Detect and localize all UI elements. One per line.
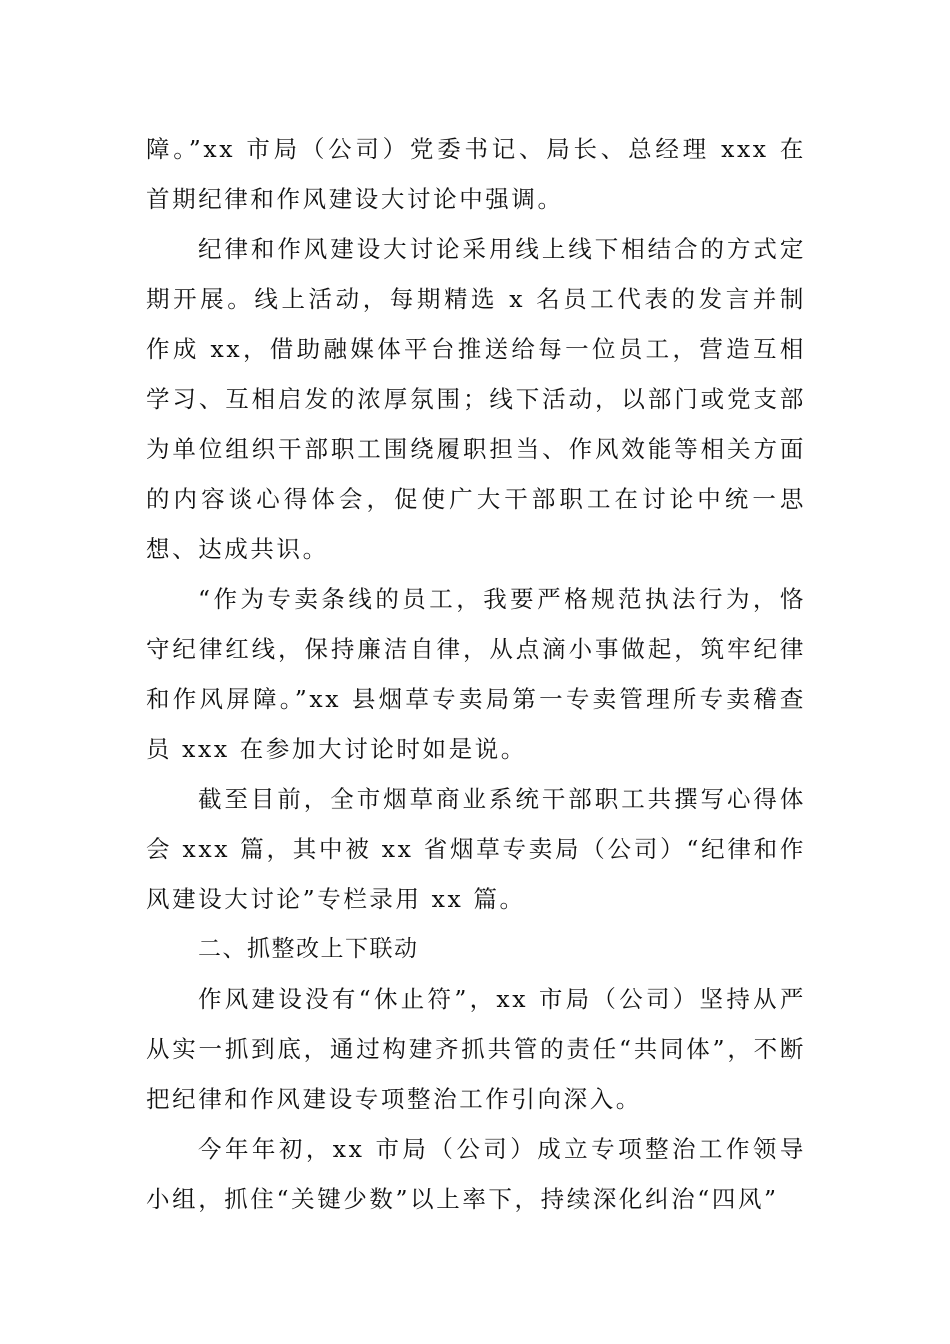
paragraph-2: 纪律和作风建设大讨论采用线上线下相结合的方式定期开展。线上活动，每期精选 x 名员工代表的发言并制作成 xx，借助融媒体平台推送给每一位员工，营造互相学习、互相启发的浓厚氛围；线下活动，以部门或党支部为单位组织干部职工围绕履职担当、作风效能等相关方面的内容谈心得体会，促使广大干部职工在讨论中统一思想、达成共识。 (146, 235, 806, 563)
section-heading: 二、抓整改上下联动 (198, 936, 419, 962)
paragraph-6: 今年年初，xx 市局（公司）成立专项整治工作领导小组，抓住“关键少数”以上率下，持续深化纠治“四风” (146, 1135, 806, 1213)
paragraph-4: 截至目前，全市烟草商业系统干部职工共撰写心得体会 xxx 篇，其中被 xx 省烟草专卖局（公司）“纪律和作风建设大讨论”专栏录用 xx 篇。 (146, 785, 806, 913)
document-body (146, 124, 806, 1224)
paragraph-3: “作为专卖条线的员工，我要严格规范执法行为，恪守纪律红线，保持廉洁自律，从点滴小事做起，筑牢纪律和作风屏障。”xx 县烟草专卖局第一专卖管理所专卖稽查员 xxx 在参加大讨论时如是说。 (146, 585, 806, 763)
paragraph-1: 障。”xx 市局（公司）党委书记、局长、总经理 xxx 在首期纪律和作风建设大讨论中强调。 (146, 135, 806, 213)
paragraph-5: 作风建设没有“休止符”，xx 市局（公司）坚持从严从实一抓到底，通过构建齐抓共管的责任“共同体”，不断把纪律和作风建设专项整治工作引向深入。 (146, 985, 806, 1113)
